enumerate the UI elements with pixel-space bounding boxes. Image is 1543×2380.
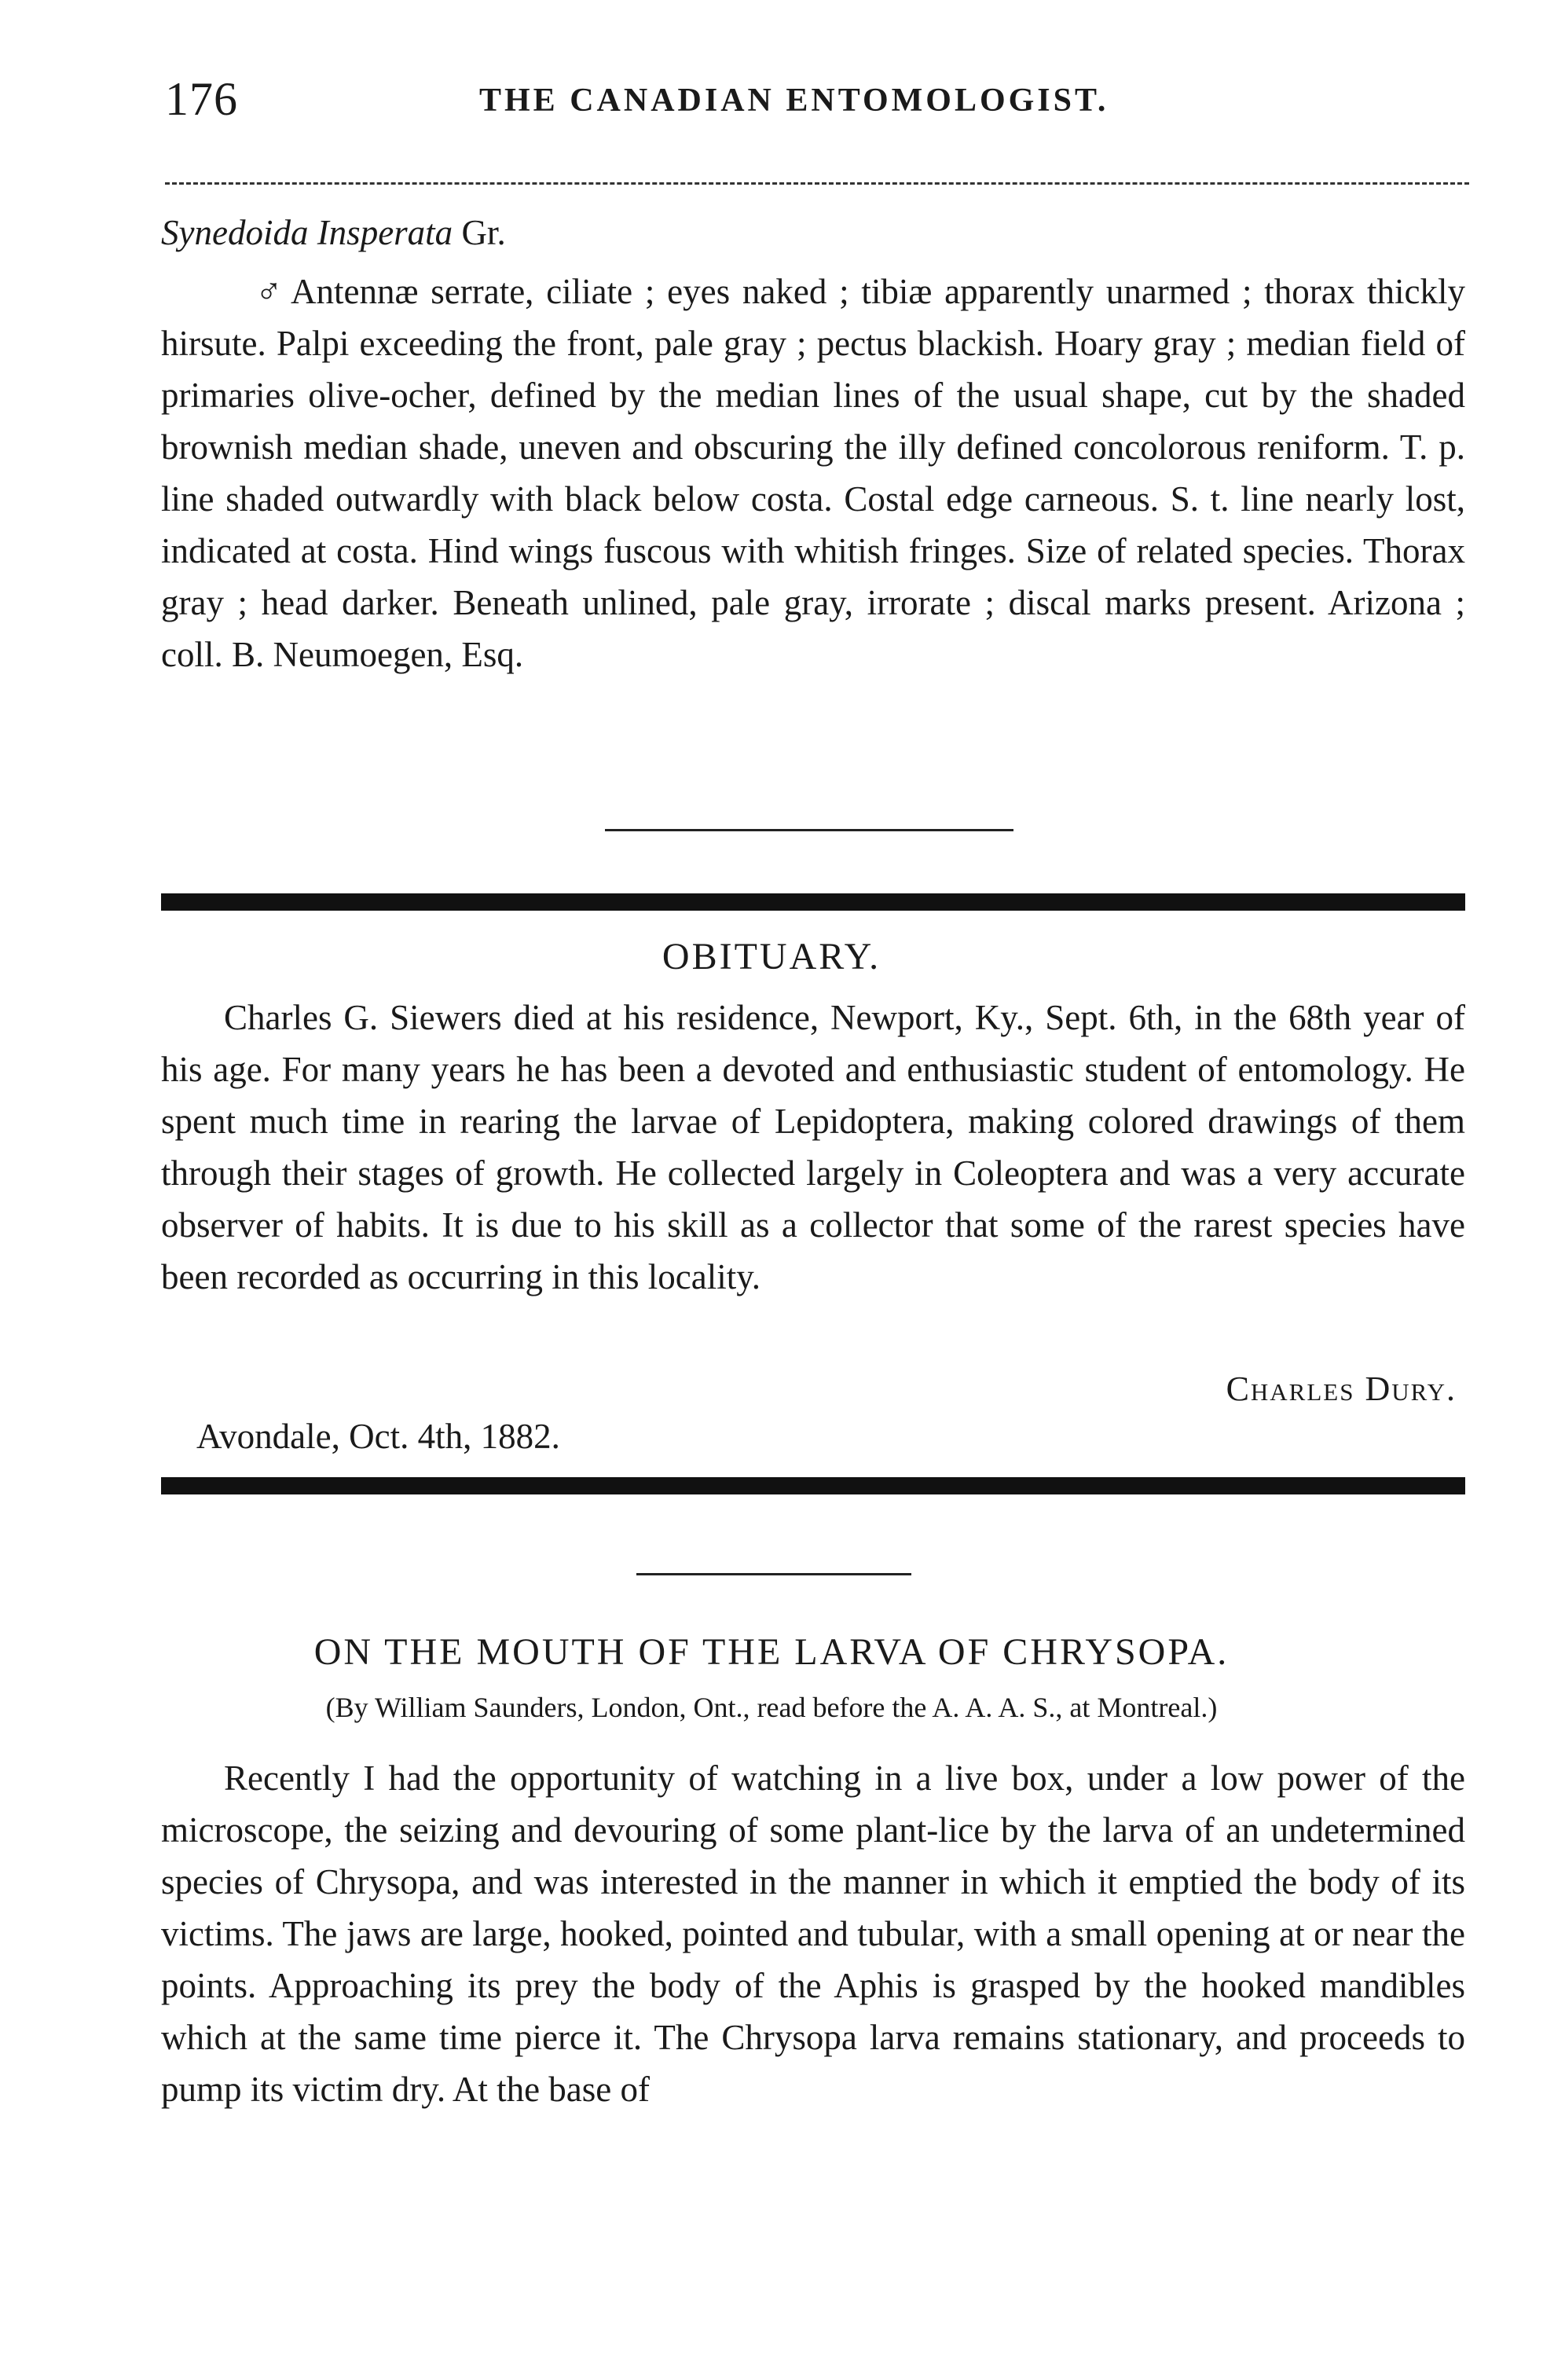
species-author: Gr. bbox=[461, 213, 506, 252]
article-byline: (By William Saunders, London, Ont., read before the A. A. A. S., at Montreal.) bbox=[325, 1692, 1218, 1723]
obituary-body bbox=[161, 992, 1465, 1303]
species-description-text: Antennæ serrate, ciliate ; eyes naked ; tibiæ apparently unarmed ; thorax thickly hirsute. Palpi exceeding the front, pale gray ; pectus blackish. Hoary gray ; median field of primaries olive-ocher, defined by the median lines of the usual shape, cut by the shaded brownish median shade, uneven and obscuring the illy defined concolorous reniform. T. p. line shaded outwardly with black below costa. Costal edge carneous. S. t. line nearly lost, indicated at costa. Hind wings fuscous with whitish fringes. Size of related species. Thorax gray ; head darker. Beneath unlined, pale gray, irrorate ; discal marks present. Arizona ; coll. B. Neumoegen, Esq. bbox=[161, 272, 1465, 674]
article-body bbox=[161, 1752, 1465, 2115]
species-description bbox=[161, 266, 1465, 680]
running-title: THE CANADIAN ENTOMOLOGIST. bbox=[479, 83, 1109, 119]
obituary-signature: Charles Dury. bbox=[1226, 1370, 1457, 1408]
male-symbol-icon: ♂ bbox=[255, 271, 287, 311]
article-text: Recently I had the opportunity of watching in a live box, under a low power of the microscope, the seizing and devouring of some plant-lice by the larva of an undetermined species of Chrysopa, and was interested in the manner in which it emptied the body of its victims. The jaws are large, hooked, pointed and tubular, with a small opening at or near the points. Approaching its prey the body of the Aphis is grasped by the hooked mandibles which at the same time pierce it. The Chrysopa larva remains stationary, and proceeds to pump its victim dry. At the base of bbox=[161, 1758, 1465, 2109]
header-rule bbox=[165, 182, 1469, 185]
species-name: Synedoida Insperata bbox=[161, 213, 453, 252]
heavy-rule-bottom bbox=[161, 1477, 1465, 1494]
obituary-heading: OBITUARY. bbox=[662, 936, 881, 977]
obituary-dateline: Avondale, Oct. 4th, 1882. bbox=[196, 1417, 560, 1456]
page-header bbox=[165, 72, 1469, 135]
section-divider bbox=[605, 829, 1013, 831]
section-divider bbox=[636, 1573, 911, 1575]
heavy-rule-top bbox=[161, 893, 1465, 911]
page-number: 176 bbox=[165, 73, 238, 125]
species-title bbox=[161, 212, 1465, 253]
article-title: ON THE MOUTH OF THE LARVA OF CHRYSOPA. bbox=[313, 1631, 1230, 1673]
obituary-text: Charles G. Siewers died at his residence, Newport, Ky., Sept. 6th, in the 68th year of his age. For many years he has been a devoted and enthusiastic student of entomology. He spent much time in rearing the larvae of Lepidoptera, making colored drawings of them through their stages of growth. He collected largely in Coleoptera and was a very accurate observer of habits. It is due to his skill as a collector that some of the rarest species have been recorded as occurring in this locality. bbox=[161, 998, 1465, 1296]
